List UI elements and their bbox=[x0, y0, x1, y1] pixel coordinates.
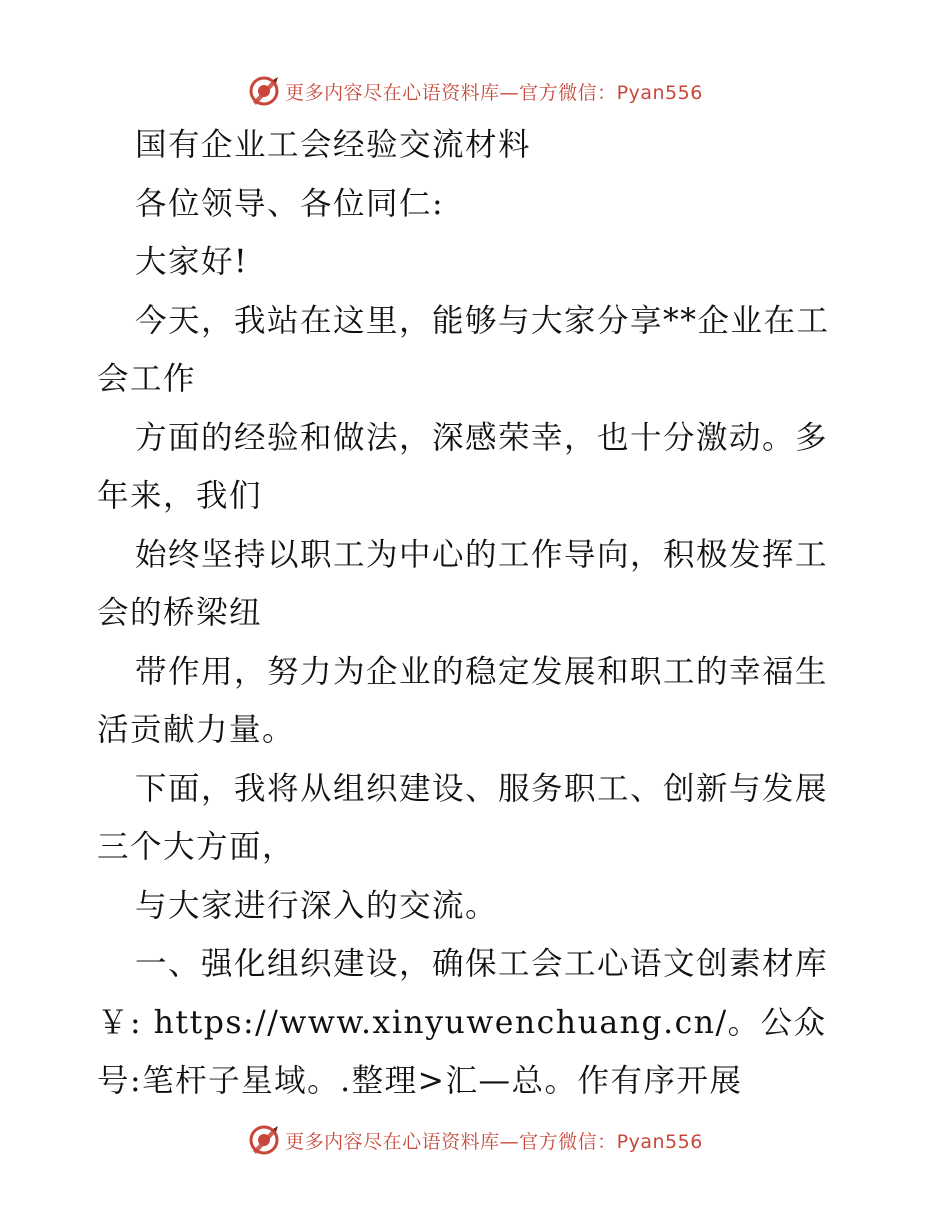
paragraph: 带作用，努力为企业的稳定发展和职工的幸福生活贡献力量。 bbox=[97, 653, 829, 748]
header-banner bbox=[0, 71, 950, 111]
footer-banner bbox=[0, 1120, 950, 1160]
paragraph: 方面的经验和做法，深感荣幸，也十分激动。多年来，我们 bbox=[97, 419, 829, 514]
section-heading: 一、强化组织建设，确保工会工心语文创素材库￥: https://www.xinyuwenchuang.cn/。公众号:笔杆子星域。.整理>汇—总。作有序开展 bbox=[97, 946, 829, 1099]
paragraph: 下面，我将从组织建设、服务职工、创新与发展三个大方面， bbox=[97, 770, 829, 865]
document-title: 国有企业工会经验交流材料 bbox=[135, 127, 532, 163]
salutation: 各位领导、各位同仁: bbox=[135, 185, 445, 222]
document-body bbox=[97, 116, 857, 1111]
paragraph: 今天，我站在这里，能够与大家分享**企业在工会工作 bbox=[97, 302, 830, 397]
header-banner-text: 更多内容尽在心语资料库—官方微信：Pyan556 bbox=[285, 81, 703, 104]
pen-logo-icon bbox=[247, 1123, 281, 1157]
paragraph: 始终坚持以职工为中心的工作导向，积极发挥工会的桥梁纽 bbox=[97, 536, 829, 631]
greeting: 大家好! bbox=[135, 244, 249, 280]
footer-banner-text: 更多内容尽在心语资料库—官方微信：Pyan556 bbox=[285, 1130, 703, 1153]
pen-logo-icon bbox=[247, 74, 281, 108]
paragraph: 与大家进行深入的交流。 bbox=[135, 887, 499, 924]
